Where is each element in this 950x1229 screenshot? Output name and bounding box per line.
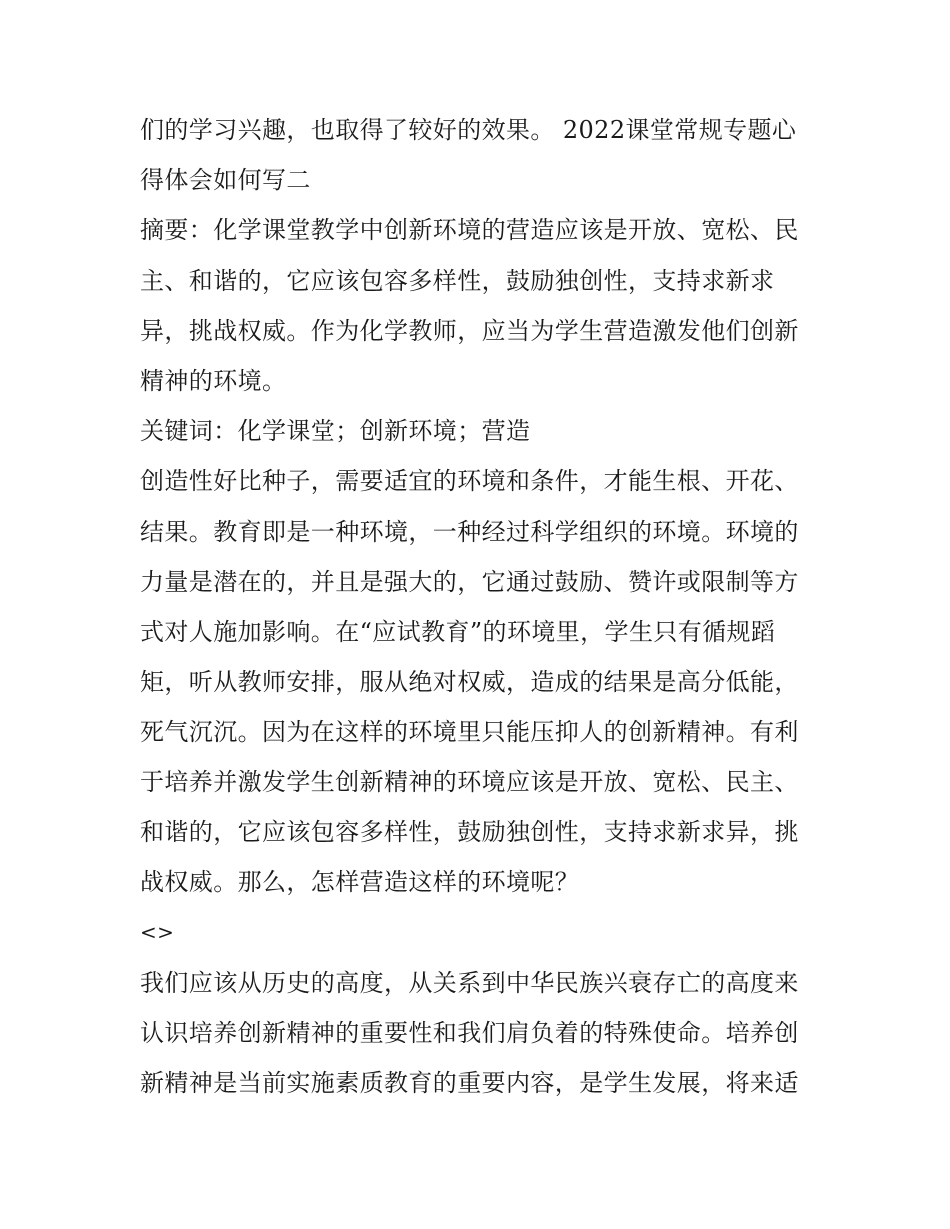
text-line: 们的学习兴趣，也取得了较好的效果。 2022课堂常规专题心	[140, 116, 797, 144]
text-line: <>	[140, 920, 175, 944]
text-line: 精神的环境。	[140, 367, 287, 395]
text-line: 我们应该从历史的高度，从关系到中华民族兴衰存亡的高度来	[140, 969, 799, 997]
text-line: 战权威。那么，怎样营造这样的环境呢？	[140, 868, 580, 896]
text-line: 关键词：化学课堂；创新环境；营造	[140, 417, 531, 445]
text-line: 和谐的，它应该包容多样性，鼓励独创性，支持求新求异，挑	[140, 818, 799, 846]
text-line: 式对人施加影响。在“应试教育”的环境里，学生只有循规蹈	[140, 618, 776, 646]
text-line: 异，挑战权威。作为化学教师，应当为学生营造激发他们创新	[140, 317, 799, 345]
text-line: 得体会如何写二	[140, 166, 311, 194]
text-line: 主、和谐的，它应该包容多样性，鼓励独创性，支持求新求	[140, 267, 775, 295]
text-line: 于培养并激发学生创新精神的环境应该是开放、宽松、民主、	[140, 768, 799, 796]
text-line: 创造性好比种子，需要适宜的环境和条件，才能生根、开花、	[140, 467, 799, 495]
text-line: 力量是潜在的，并且是强大的，它通过鼓励、赞许或限制等方	[140, 568, 799, 596]
text-line: 死气沉沉。因为在这样的环境里只能压抑人的创新精神。有利	[140, 718, 799, 746]
text-line: 新精神是当前实施素质教育的重要内容，是学生发展，将来适	[140, 1069, 799, 1097]
text-line: 摘要：化学课堂教学中创新环境的营造应该是开放、宽松、民	[140, 216, 799, 244]
text-line: 认识培养创新精神的重要性和我们肩负着的特殊使命。培养创	[140, 1019, 799, 1047]
text-line: 结果。教育即是一种环境，一种经过科学组织的环境。环境的	[140, 518, 799, 546]
text-line: 矩，听从教师安排，服从绝对权威，造成的结果是高分低能，	[140, 668, 799, 696]
